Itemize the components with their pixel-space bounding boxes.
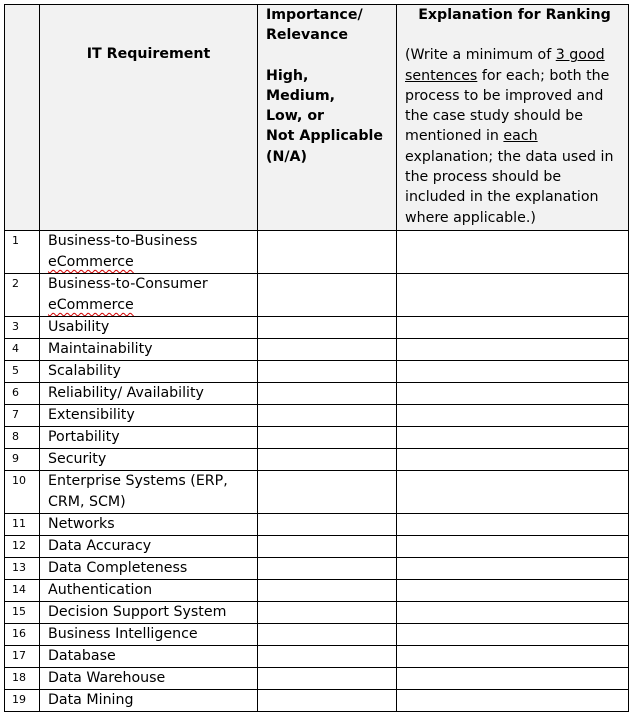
explanation-input-cell[interactable] [397,317,629,339]
table-row [5,361,629,383]
explanation-input-cell[interactable] [397,339,629,361]
requirement-name: Portability [40,427,258,449]
table-row [5,602,629,624]
requirement-line-2: CRM, SCM) [48,494,126,510]
requirement-line-2: eCommerce [48,254,134,270]
table-row [5,317,629,339]
table-row [5,558,629,580]
requirement-name: Business Intelligence [40,624,258,646]
row-number: 3 [5,317,40,339]
table-row [5,274,629,317]
row-number: 11 [5,514,40,536]
table-row [5,427,629,449]
row-number: 19 [5,690,40,712]
importance-option-medium: Medium, [266,87,336,104]
instructions-underlined-2: each [503,128,538,145]
importance-input-cell[interactable] [258,536,397,558]
requirement-name: Database [40,646,258,668]
requirement-name: Security [40,449,258,471]
explanation-input-cell[interactable] [397,427,629,449]
explanation-input-cell[interactable] [397,361,629,383]
importance-input-cell[interactable] [258,624,397,646]
importance-input-cell[interactable] [258,449,397,471]
requirement-name: Scalability [40,361,258,383]
requirement-name: Networks [40,514,258,536]
row-number: 14 [5,580,40,602]
table-row [5,449,629,471]
explanation-input-cell[interactable] [397,668,629,690]
explanation-input-cell[interactable] [397,471,629,514]
explanation-input-cell[interactable] [397,624,629,646]
requirement-name: Data Accuracy [40,536,258,558]
explanation-input-cell[interactable] [397,514,629,536]
importance-title-line2: Relevance [266,27,348,44]
header-importance [258,5,397,231]
explanation-instructions [405,45,624,228]
explanation-input-cell[interactable] [397,602,629,624]
importance-input-cell[interactable] [258,602,397,624]
importance-input-cell[interactable] [258,383,397,405]
table-row [5,471,629,514]
row-number: 9 [5,449,40,471]
table-row [5,580,629,602]
row-number: 6 [5,383,40,405]
table-row [5,646,629,668]
header-number-cell [5,5,40,231]
explanation-input-cell[interactable] [397,383,629,405]
table-row [5,339,629,361]
requirement-line-1: Business-to-Business [48,233,198,249]
importance-input-cell[interactable] [258,427,397,449]
requirement-name: Extensibility [40,405,258,427]
table-row [5,383,629,405]
row-number: 12 [5,536,40,558]
importance-input-cell[interactable] [258,514,397,536]
requirement-name: Data Warehouse [40,668,258,690]
requirement-line-1: Enterprise Systems (ERP, [48,473,228,489]
importance-input-cell[interactable] [258,274,397,317]
instructions-part-2: for each; both the process to be improved and the case study should be mentioned in [405,67,610,145]
row-number: 15 [5,602,40,624]
requirement-name: Maintainability [40,339,258,361]
header-explanation [397,5,629,231]
importance-input-cell[interactable] [258,646,397,668]
importance-input-cell[interactable] [258,317,397,339]
row-number: 5 [5,361,40,383]
requirements-table [4,4,629,712]
requirement-name: Reliability/ Availability [40,383,258,405]
requirement-name: Data Completeness [40,558,258,580]
row-number: 2 [5,274,40,317]
requirement-name: Usability [40,317,258,339]
requirement-cell [40,274,258,317]
explanation-input-cell[interactable] [397,536,629,558]
explanation-input-cell[interactable] [397,449,629,471]
requirement-cell [40,471,258,514]
table-row [5,405,629,427]
table-row [5,668,629,690]
instructions-underlined-1: 3 good sentences [405,47,605,84]
table-row [5,536,629,558]
requirement-line-2: eCommerce [48,297,134,313]
importance-option-na: Not Applicable [266,128,383,145]
row-number: 10 [5,471,40,514]
requirement-line-1: Business-to-Consumer [48,276,208,292]
row-number: 16 [5,624,40,646]
header-row [5,5,629,231]
importance-input-cell[interactable] [258,405,397,427]
requirement-name: Decision Support System [40,602,258,624]
requirement-name: Data Mining [40,690,258,712]
explanation-title: Explanation for Ranking [418,7,611,23]
table-row [5,231,629,274]
importance-input-cell[interactable] [258,361,397,383]
row-number: 7 [5,405,40,427]
row-number: 13 [5,558,40,580]
explanation-input-cell[interactable] [397,231,629,274]
importance-option-low: Low, or [266,108,325,125]
explanation-input-cell[interactable] [397,646,629,668]
importance-input-cell[interactable] [258,558,397,580]
table-row [5,514,629,536]
importance-input-cell[interactable] [258,231,397,274]
importance-title-line1: Importance/ [266,7,363,23]
explanation-input-cell[interactable] [397,274,629,317]
importance-input-cell[interactable] [258,471,397,514]
row-number: 4 [5,339,40,361]
importance-input-cell[interactable] [258,339,397,361]
instructions-part-1: (Write a minimum of [405,47,556,64]
importance-input-cell[interactable] [258,580,397,602]
explanation-input-cell[interactable] [397,580,629,602]
importance-option-high: High, [266,67,309,84]
importance-input-cell[interactable] [258,668,397,690]
importance-option-na-abbr: (N/A) [266,148,308,165]
header-it-requirement-label: IT Requirement [86,46,211,62]
row-number: 18 [5,668,40,690]
requirement-name: Authentication [40,580,258,602]
requirement-cell [40,231,258,274]
explanation-input-cell[interactable] [397,405,629,427]
table-row [5,624,629,646]
instructions-part-3: explanation; the data used in the process should be included in the explanation where applicable.) [405,148,614,226]
row-number: 1 [5,231,40,274]
explanation-input-cell[interactable] [397,558,629,580]
row-number: 8 [5,427,40,449]
header-it-requirement [40,5,258,231]
row-number: 17 [5,646,40,668]
